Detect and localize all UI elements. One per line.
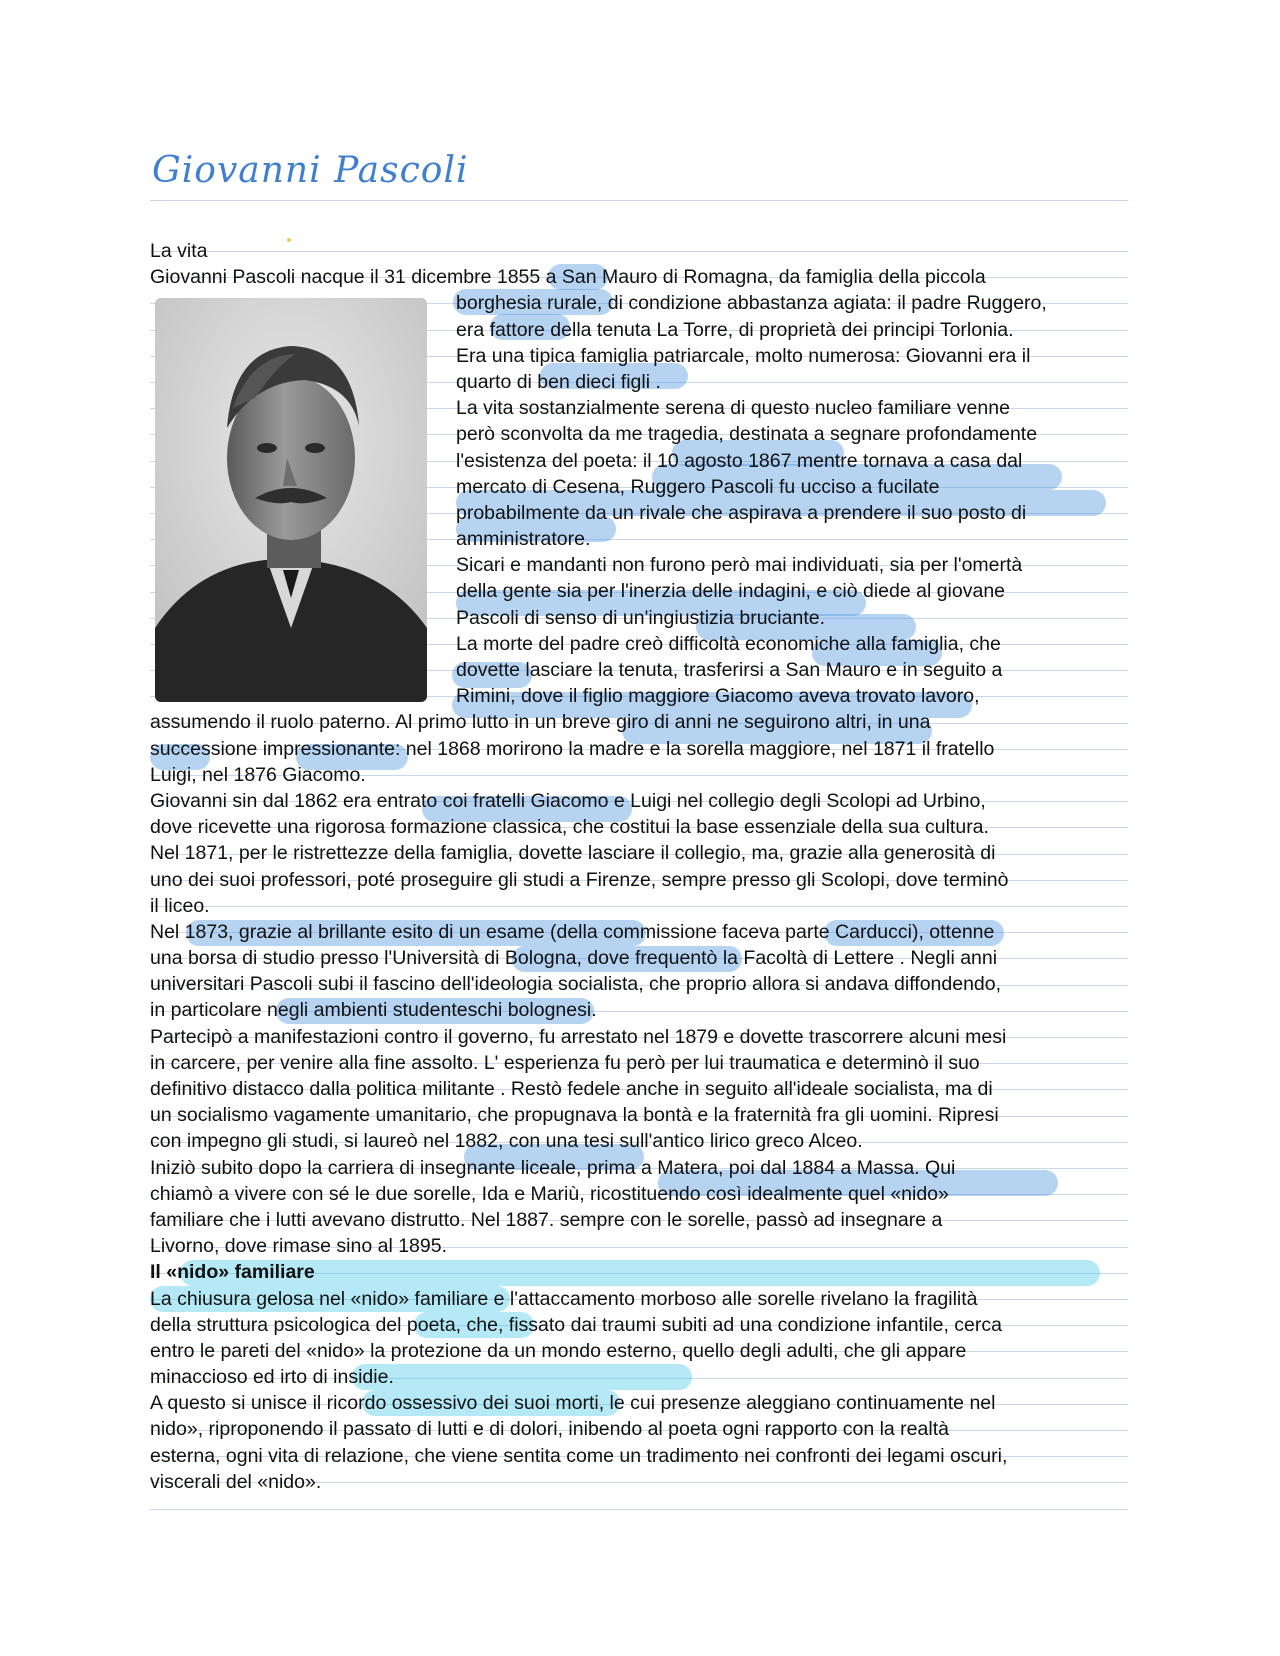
text-line: una borsa di studio presso l'Università di Bologna, dove frequentò la Facoltà di Lettere . Negli anni [150, 947, 998, 970]
text-line: entro le pareti del «nido» la protezione da un mondo esterno, quello degli adulti, che gli appare [150, 1339, 967, 1362]
text-line: era fattore della tenuta La Torre, di proprietà dei principi Torlonia. [456, 318, 1014, 341]
text-line: l'esistenza del poeta: il 10 agosto 1867 mentre tornava a casa dal [456, 449, 1023, 472]
text-line: però sconvolta da me tragedia, destinata a segnare profondamente [456, 423, 1038, 446]
text-line: un socialismo vagamente umanitario, che propugnava la bontà e la fraternità fra gli uomini. Ripresi [150, 1104, 999, 1127]
body-text [150, 238, 1128, 1495]
text-line: Sicari e mandanti non furono però mai individuati, sia per l'omertà [456, 554, 1023, 577]
text-line: Rimini, dove il figlio maggiore Giacomo aveva trovato lavoro, [456, 685, 980, 708]
page-title: Giovanni Pascoli [152, 150, 469, 191]
text-line: successione impressionante: nel 1868 morirono la madre e la sorella maggiore, nel 1871 il fratello [150, 737, 995, 760]
text-line: mercato di Cesena, Ruggero Pascoli fu ucciso a fucilate [456, 475, 940, 498]
text-line: La chiusura gelosa nel «nido» familiare e l'attaccamento morboso alle sorelle rivelano la fragilità [150, 1287, 978, 1310]
text-line: Luigi, nel 1876 Giacomo. [150, 763, 366, 786]
text-line: dovette lasciare la tenuta, trasferirsi a San Mauro e in seguito a [456, 659, 1003, 681]
rule-line [150, 1509, 1128, 1510]
text-line: uno dei suoi professori, poté proseguire gli studi a Firenze, sempre presso gli Scolopi, dove terminò [150, 868, 1009, 891]
text-line: viscerali del «nido». [150, 1470, 322, 1493]
text-line: Nel 1871, per le ristrettezze della famiglia, dovette lasciare il collegio, ma, grazie alla generosità di [150, 842, 996, 865]
text-line: A questo si unisce il ricordo ossessivo dei suoi morti, le cui presenze aleggiano continuamente nel [150, 1392, 996, 1415]
text-line: dove ricevette una rigorosa formazione classica, che costitui la base essenziale della sua cultura. [150, 816, 989, 839]
text-line: quarto di ben dieci figli . [456, 370, 661, 393]
text-line: chiamò a vivere con sé le due sorelle, Ida e Mariù, ricostituendo così idealmente quel «nido» [150, 1182, 949, 1205]
section-heading-nido: Il «nido» familiare [150, 1261, 315, 1284]
text-line: Era una tipica famiglia patriarcale, molto numerosa: Giovanni era il [456, 344, 1031, 367]
text-line: della gente sia per l'inerzia delle indagini, e ciò diede al giovane [456, 580, 1006, 603]
text-line: definitivo distacco dalla politica militante . Restò fedele anche in seguito all'ideale socialista, ma di [150, 1078, 993, 1100]
text-line: esterna, ogni vita di relazione, che viene sentita come un tradimento nei confronti dei legami oscuri, [150, 1444, 1008, 1467]
text-line: familiare che i lutti avevano distrutto. Nel 1887. sempre con le sorelle, passò ad insegnare a [150, 1208, 943, 1231]
text-line: probabilmente da un rivale che aspirava a prendere il suo posto di [456, 501, 1027, 524]
text-line: Pascoli di senso di un'ingiustizia bruciante. [456, 606, 826, 629]
text-line: Giovanni Pascoli nacque il 31 dicembre 1855 a San Mauro di Romagna, da famiglia della piccola [150, 266, 986, 289]
text-line: in particolare negli ambienti studenteschi bolognesi. [150, 999, 597, 1022]
text-line: Nel 1873, grazie al brillante esito di un esame (della commissione faceva parte Carducci), ottenne [150, 920, 995, 943]
section-heading-vita: La vita [150, 240, 208, 262]
text-line: borghesia rurale, di condizione abbastanza agiata: il padre Ruggero, [456, 292, 1047, 315]
text-line: con impegno gli studi, si laureò nel 1882, con una tesi sull'antico lirico greco Alceo. [150, 1130, 863, 1153]
text-line: amministratore. [456, 528, 591, 551]
text-line: universitari Pascoli subi il fascino dell'ideologia socialista, che proprio allora si andava diffondendo, [150, 973, 1002, 996]
text-line: nido», riproponendo il passato di lutti e di dolori, inibendo al poeta ogni rapporto con la realtà [150, 1418, 949, 1441]
text-line: Iniziò subito dopo la carriera di insegnante liceale, prima a Matera, poi dal 1884 a Massa. Qui [150, 1156, 956, 1179]
text-line: assumendo il ruolo paterno. Al primo lutto in un breve giro di anni ne seguirono altri, in una [150, 711, 931, 734]
text-line: Livorno, dove rimase sino al 1895. [150, 1235, 448, 1258]
text-line: La vita sostanzialmente serena di questo nucleo familiare venne [456, 397, 1010, 420]
text-line: il liceo. [150, 894, 210, 917]
text-line: in carcere, per venire alla fine assolto. L' esperienza fu però per lui traumatica e determinò il suo [150, 1051, 980, 1074]
text-line: della struttura psicologica del poeta, che, fissato dai traumi subiti ad una condizione infantile, cerca [150, 1313, 1002, 1336]
text-line: minaccioso ed irto di insidie. [150, 1366, 394, 1389]
text-line: Partecipò a manifestazioni contro il governo, fu arrestato nel 1879 e dovette trascorrere alcuni mesi [150, 1025, 1007, 1048]
text-line: Giovanni sin dal 1862 era entrato coi fratelli Giacomo e Luigi nel collegio degli Scolopi ad Urbino, [150, 789, 986, 812]
text-line: La morte del padre creò difficoltà economiche alla famiglia, che [456, 632, 1001, 655]
